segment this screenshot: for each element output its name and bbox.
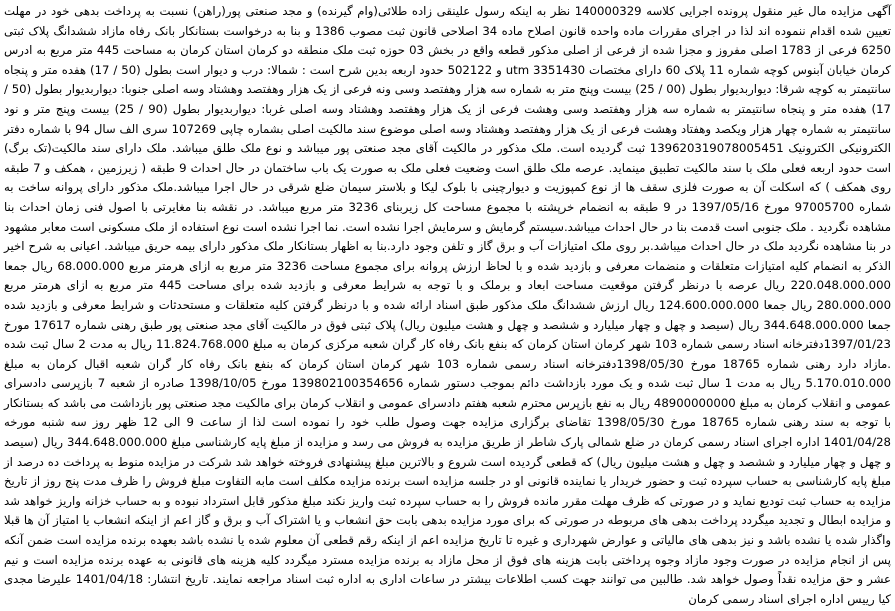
auction-notice-text: آگهی مزایده مال غیر منقول پرونده اجرایی کلاسه 140000329 نظر به اینکه رسول علینقی زاده طلائی(وام گیرنده) و مجد صنعتی پور(راهن) نسبت به پرداخت بدهی خود در مهلت تعیین شده اقدام ننموده اند لذا در اجرای مقررات ماده واحده قانون اصلاح ماده 34 اصلاحی قانون ثبت مصوب 1386 و بنا به درخواست بستانکار بانک رفاه مازاد ششدانگ پلاک ثبتی 6250 فرعی از 1783 اصلی مفروز و مجزا شده از فرعی از اصلی مذکور قطعه واقع در بخش 03 حوزه ثبت ملک منطقه دو کرمان استان کرمان به مساحت 445 متر مربع به ادرس کرمان خیابان آبنوس کوچه شماره 11 پلاک 60 دارای مختصات utm 3351430 و 502122 حدود اربعه بدین شرح است : شمالا: درب و دیوار است بطول (50 / 17) هفده متر و پنجاه سانتیمتر به کوچه شرقا: دیواربدیوار بطول (00 / 25) بیست وپنج متر به شماره سه هزار وهفتصد وسی ونه فرعی از یک هزار وهفتصد وهشتاد وسه اصلی جنوبا: دیواربدیوار بطول (50 / 17) هفده متر و پنجاه سانتیمتر به شماره سه هزار وهفتصد وسی وهشت فرعی از یک هزار وهفتصد وهشتاد وسه اصلی غربا: دیواربدیوار بطول (90 / 25) بیست وپنج متر و نود سانتیمتر به شماره چهار هزار ویکصد وهفتاد وهشت فرعی از یک هزار وهفتصد وهشتاد وسه اصلی موضوع سند مالکیت اصلی بشماره چاپی 107269 سری الف سال 94 با شماره دفتر الکترونیکی الکترونیک 139620319078005451 ثبت گردیده است. ملک مذکور در مالکیت آقای مجد صنعتی پور میباشد و نوع ملک طلق میباشد. ملک دارای سند مالکیت(تک برگ) است حدود اربعه فعلی ملک با سند مالکیت تطبیق مینماید. عرصه ملک طلق است وضعیت فعلی ملک به صورت یک باب ساختمان در حال احداث 9 طبقه ( زیرزمین ، همکف و 7 طبقه روی همکف ) که اسکلت آن به صورت فلزی سقف ها از نوع کمپوزیت و دیوارچینی با بلوک لیکا و بلاستر سیمان ضلع شرقی در حال اجرا میباشد.ملک مذکور دارای پروانه ساخت به شماره 97005700 مورخ 1397/05/16 در 9 طبقه به انضمام خرپشته با مجموع مساحت کل زیربنای 3236 متر مربع میباشد. در نقشه بنا مغایرتی با اصول فنی زمان احداث بنا مشاهده نگردید . ملک جنوبی است قدمت بنا در حال احداث میباشد.سیستم گرمایش و سرمایش اجرا نشده است. نما اجرا نشده است نوع استفاده از ملک مسکونی است معابر مشهود در بنا مشاهده نگردید ملک در حال احداث میباشد.بر روی ملک امتیازات آب و برق گاز و تلفن وجود دارد.بنا به اظهار بستانکار ملک مذکور دارای بیمه حریق میباشد. اعیانی به شرح اخیر الذکر به انضمام کلیه امتیازات متعلقات و منضمات معرفی و بازدید شده و با لحاظ ارزش پروانه برای مجموع مساحت 3236 متر مربع به ازای هرمتر مربع 68.000.000 ریال جمعا 220.048.000.000 ریال عرصه با درنظر گرفتن موقعیت مساحت ابعاد و برملک و با توجه به شرایط معرفی و بازدید شده برای مساحت 445 متر مربع به ازای هرمتر مربع 280.000.000 ریال جمعا 124.600.000.000 ریال ارزش ششدانگ ملک مذکور طبق اسناد ارائه شده و با درنظر گرفتن کلیه متعلقات و مستحدثات و شرایط معرفی و بازدید شده جمعا 344.648.000.000 ریال (سیصد و چهل و چهار میلیارد و ششصد و چهل و هشت میلیون ریال) پلاک ثبتی فوق در مالکیت آقای مجد صنعتی پور طبق رهنی شماره 17617 مورخ 1397/01/23دفترخانه اسناد رسمی شماره 103 شهر کرمان استان کرمان که بنفع بانک رفاه کار گران شعبه مرکزی کرمان به مبلغ 11.824.768.000 ریال به مدت 2 سال ثبت شده .مازاد دارد رهنی شماره 18765 مورخ 1398/05/30دفترخانه اسناد رسمی شماره 103 شهر کرمان استان کرمان که بنفع بانک رفاه کار گران شعبه اقبال کرمان به مبلغ 5.170.010.000 ریال به مدت 1 سال ثبت شده و یک مورد بازداشت دائم بموجب دستور شماره 139802100354656 مورخ 1398/10/05 صادره از شعبه 7 بازپرسی دادسرای عمومی و انقلاب کرمان به مبلغ 48900000000 ریال به نفع بازپرس محترم شعبه هفتم دادسرای عمومی و انقلاب کرمان برای مالکیت مجد صنعتی پور بازداشت می باشد که بستانکار با توجه به سند رهنی شماره 18765 مورخ 1398/05/30 تقاضای برگزاری مزایده جهت وصول طلب خود را نموده است لذا از ساعت 9 الی 12 ظهر روز سه شنبه مورخه 1401/04/28 اداره اجرای اسناد رسمی کرمان در ضلع شمالی پارک شاطر از طریق مزایده به فروش می رسد و مزایده از مبلغ پایه کارشناسی مبلغ 344.648.000.000 ریال (سیصد و چهل و چهار میلیارد و ششصد و چهل و هشت میلیون ریال) که قطعی گردیده است شروع و بالاترین مبلغ پیشنهادی فروخته خواهد شد شرکت در مزایده منوط به پرداخت ده درصد از مبلغ پایه کارشناسی به حساب سپرده ثبت و حضور خریدار یا نماینده قانونی او در جلسه مزایده است برنده مزایده مکلف است مابه التفاوت مبلغ فروش را ظرف مدت پنج روز از تاریخ مزایده به حساب ثبت تودیع نماید و در صورتی که ظرف مهلت مقرر مانده فروش را به حساب سپرده ثبت واریز نکند مبلغ مذکور قابل استرداد نبوده و به حساب خزانه واریز خواهد شد و مزایده ابطال و تجدید میگردد پرداخت بدهی های مربوطه در صورتی که برای مورد مزایده بدهی بابت حق انشعاب و یا اشتراک آب و برق و گاز اعم از اینکه انشعاب یا امتیاز آن ها قبلا واگذار شده یا نشده باشد و نیز بدهی های مالیاتی و عوارض شهرداری و غیره تا تاریخ مزایده اعم از اینکه رقم قطعی آن معلوم شده یا نشده باشد بعهده برنده مزایده است ضمن آنکه پس از انجام مزایده در صورت وجود مازاد وجوه پرداختی بابت هزینه های فوق از محل مازاد به برنده مزایده مسترد میگردد کلیه هزینه های قانونی به عهده برنده مزایده است و نیم عشر و حق مزایده نقداً وصول خواهد شد. طالبین می توانند جهت کسب اطلاعات بیشتر در ساعات اداری به اداره ثبت اسناد مراجعه نمایند. تاریخ انتشار: 1401/04/18 علیرضا مجدی کیا رییس اداره اجرای اسناد رسمی کرمان — [4, 4, 892, 606]
